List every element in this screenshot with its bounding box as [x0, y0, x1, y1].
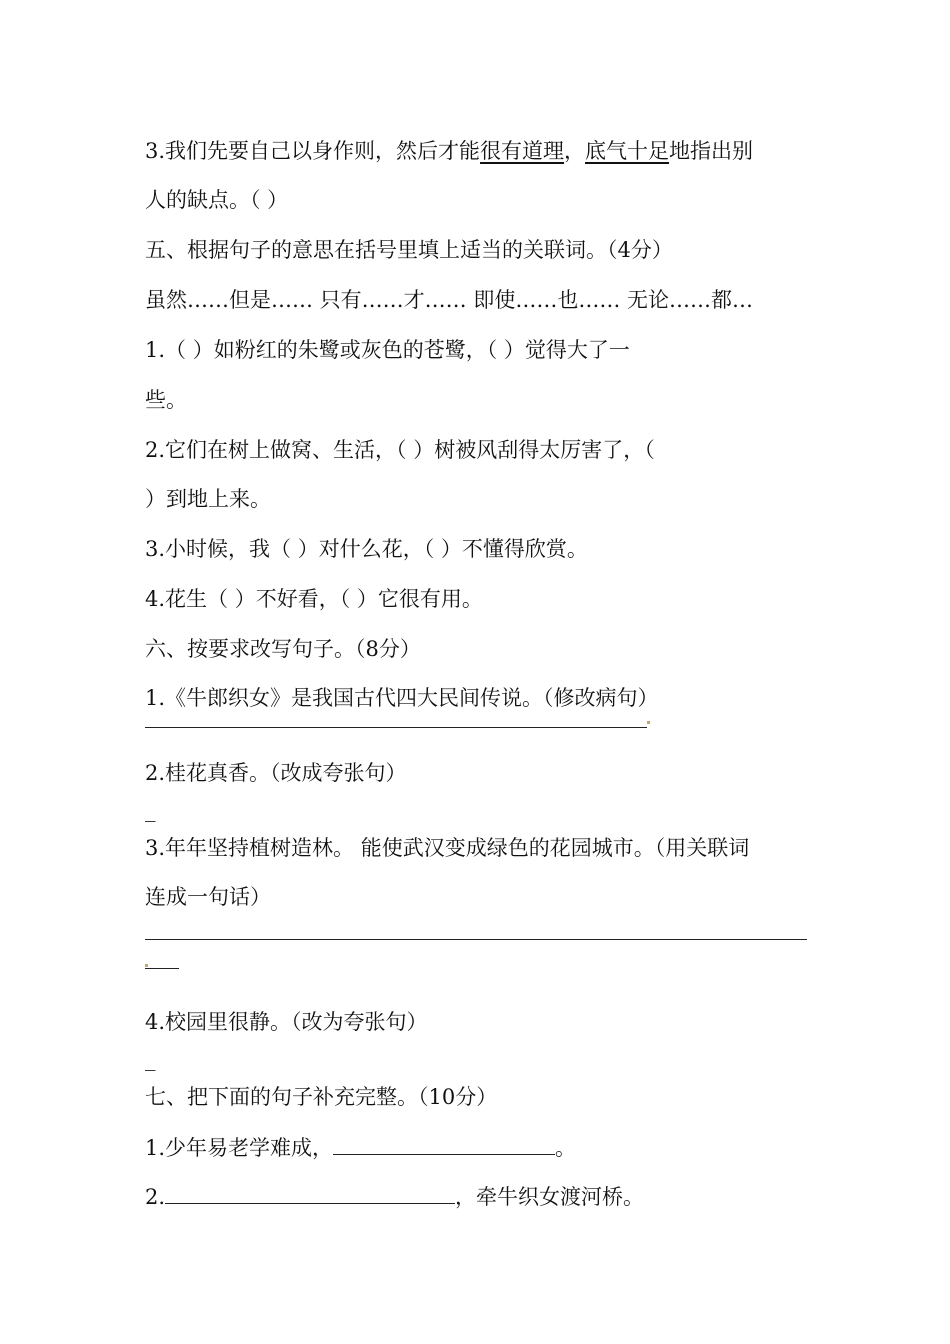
question-4-3-line-1	[145, 138, 753, 164]
question-6-2: 2.桂花真香。（改成夸张句）	[145, 761, 407, 785]
text-segment: 2.	[145, 1185, 166, 1209]
question-6-3-line-2: 连成一句话）	[145, 885, 271, 909]
question-4-3-line-2: 人的缺点。（ ）	[145, 188, 289, 212]
scan-speck	[145, 964, 148, 967]
question-5-2-line-2: ）到地上来。	[145, 487, 271, 511]
question-5-1-line-1: 1.（ ）如粉红的朱鹭或灰色的苍鹭，（ ）觉得大了一	[145, 338, 630, 362]
question-7-2	[145, 1183, 644, 1210]
question-5-2-line-1: 2.它们在树上做窝、生活，（ ）树被风刮得太厉害了，（	[145, 438, 655, 462]
text-segment: ，	[564, 139, 586, 163]
question-5-3: 3.小时候，我（ ）对什么花，（ ）不懂得欣赏。	[145, 537, 588, 561]
question-6-4: 4.校园里很静。（改为夸张句）	[145, 1010, 428, 1034]
section-5-heading: 五、根据句子的意思在括号里填上适当的关联词。（4分）	[145, 238, 673, 262]
answer-line-6-3	[145, 939, 807, 940]
underlined-phrase-1: 很有道理	[480, 139, 565, 163]
question-7-1	[145, 1134, 576, 1161]
section-6-heading: 六、按要求改写句子。（8分）	[145, 637, 421, 661]
underlined-phrase-2: 底气十足	[585, 139, 670, 163]
question-6-1: 1.《牛郎织女》是我国古代四大民间传说。（修改病句）	[145, 686, 659, 710]
question-5-1-line-2: 些。	[145, 388, 187, 412]
text-segment: 地指出别	[669, 139, 754, 163]
fill-blank-7-2[interactable]	[165, 1183, 455, 1204]
fill-blank-7-1[interactable]	[333, 1134, 555, 1155]
answer-mark-6-4: _	[145, 1047, 156, 1071]
text-segment: ，牵牛织女渡河桥。	[455, 1185, 645, 1209]
text-segment: 1.少年易老学难成，	[145, 1136, 334, 1160]
answer-line-6-3-tail	[145, 968, 179, 969]
text-segment: 。	[555, 1136, 577, 1160]
section-7-heading: 七、把下面的句子补充完整。（10分）	[145, 1085, 498, 1109]
question-5-4: 4.花生（ ）不好看，（ ）它很有用。	[145, 587, 483, 611]
answer-line-6-1	[145, 727, 647, 728]
question-6-3-line-1: 3.年年坚持植树造林。 能使武汉变成绿色的花园城市。（用关联词	[145, 836, 750, 860]
conjunction-options: 虽然……但是…… 只有……才…… 即使……也…… 无论……都…	[145, 288, 754, 312]
answer-mark-6-2: _	[145, 798, 156, 822]
text-segment: 3.我们先要自己以身作则，然后才能	[145, 139, 481, 163]
scan-speck	[647, 721, 650, 724]
